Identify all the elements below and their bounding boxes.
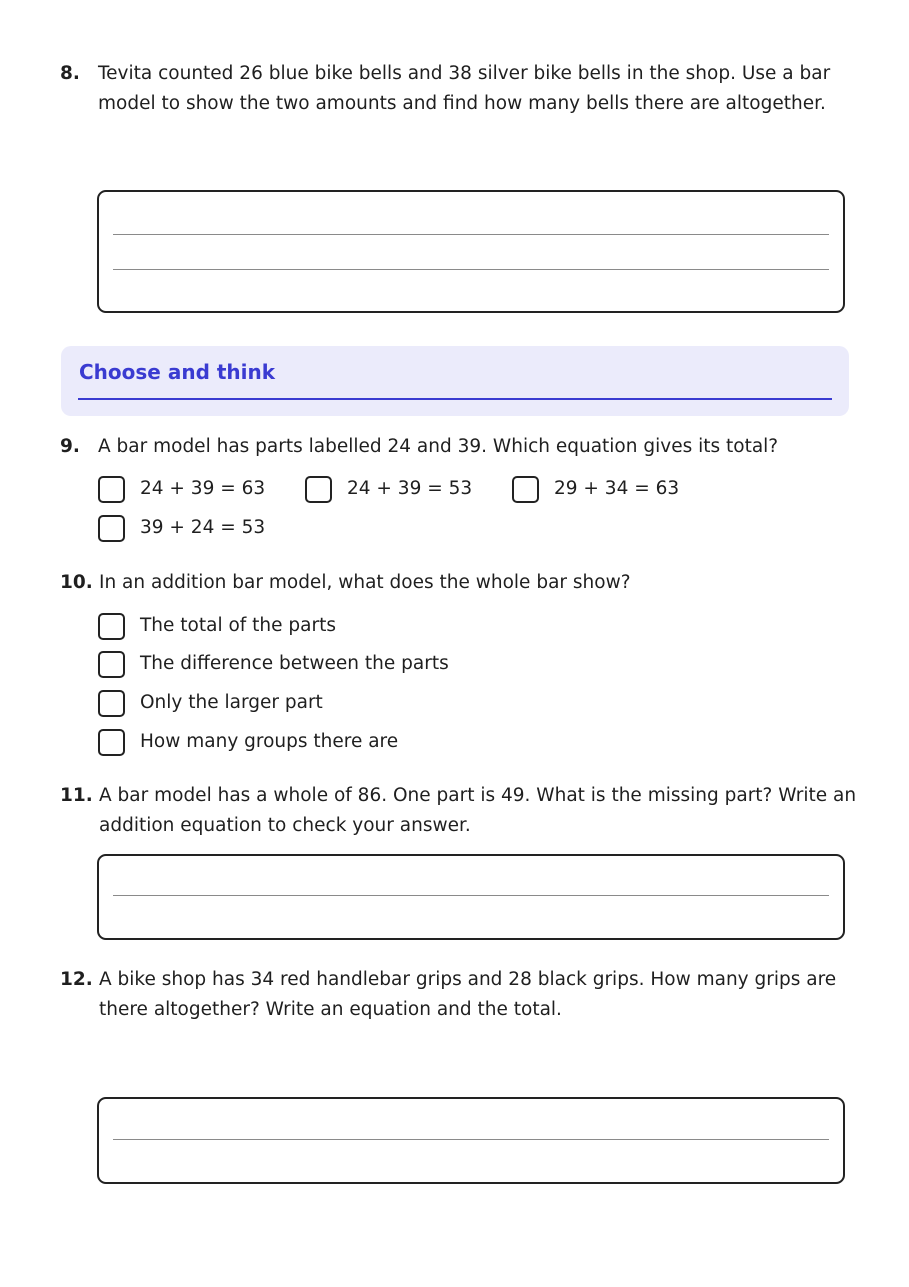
checkbox[interactable]: [98, 729, 125, 756]
section-divider: [78, 398, 832, 400]
answer-box-q8[interactable]: [97, 190, 845, 313]
question-text: Tevita counted 26 blue bike bells and 38 silver bike bells in the shop. Use a bar model to show the two amounts and find how many bells there are altogether.: [98, 63, 831, 114]
option-label: Only the larger part: [140, 692, 323, 713]
question-number: 8.: [60, 63, 80, 84]
question-number: 10.: [60, 572, 93, 593]
question-12: [60, 965, 860, 1025]
question-text: A bar model has parts labelled 24 and 39. Which equation gives its total?: [98, 436, 779, 457]
option-label: 24 + 39 = 63: [140, 478, 266, 499]
question-text: In an addition bar model, what does the whole bar show?: [99, 572, 631, 593]
option-label: The total of the parts: [140, 615, 337, 636]
option-label: 39 + 24 = 53: [140, 517, 266, 538]
option-label: The difference between the parts: [140, 653, 449, 674]
answer-box-q12[interactable]: [97, 1097, 845, 1184]
section-header: [61, 346, 849, 416]
question-text: A bar model has a whole of 86. One part is 49. What is the missing part? Write an addition equation to check your answer.: [99, 785, 857, 836]
question-8: [60, 59, 860, 119]
option-label: 29 + 34 = 63: [554, 478, 680, 499]
option-label: 24 + 39 = 53: [347, 478, 473, 499]
section-title: Choose and think: [79, 360, 276, 384]
checkbox[interactable]: [305, 476, 332, 503]
question-number: 9.: [60, 436, 80, 457]
checkbox[interactable]: [98, 515, 125, 542]
question-10: [60, 568, 860, 598]
checkbox[interactable]: [512, 476, 539, 503]
option-label: How many groups there are: [140, 731, 399, 752]
checkbox[interactable]: [98, 651, 125, 678]
answer-box-q11[interactable]: [97, 854, 845, 940]
checkbox[interactable]: [98, 690, 125, 717]
answer-line: [113, 895, 829, 896]
question-text: A bike shop has 34 red handlebar grips and 28 black grips. How many grips are there altogether? Write an equation and the total.: [99, 969, 837, 1020]
checkbox[interactable]: [98, 613, 125, 640]
question-number: 12.: [60, 969, 93, 990]
checkbox[interactable]: [98, 476, 125, 503]
question-number: 11.: [60, 785, 93, 806]
question-9: [60, 432, 860, 462]
answer-line: [113, 269, 829, 270]
question-11: [60, 781, 860, 841]
answer-line: [113, 1139, 829, 1140]
answer-line: [113, 234, 829, 235]
